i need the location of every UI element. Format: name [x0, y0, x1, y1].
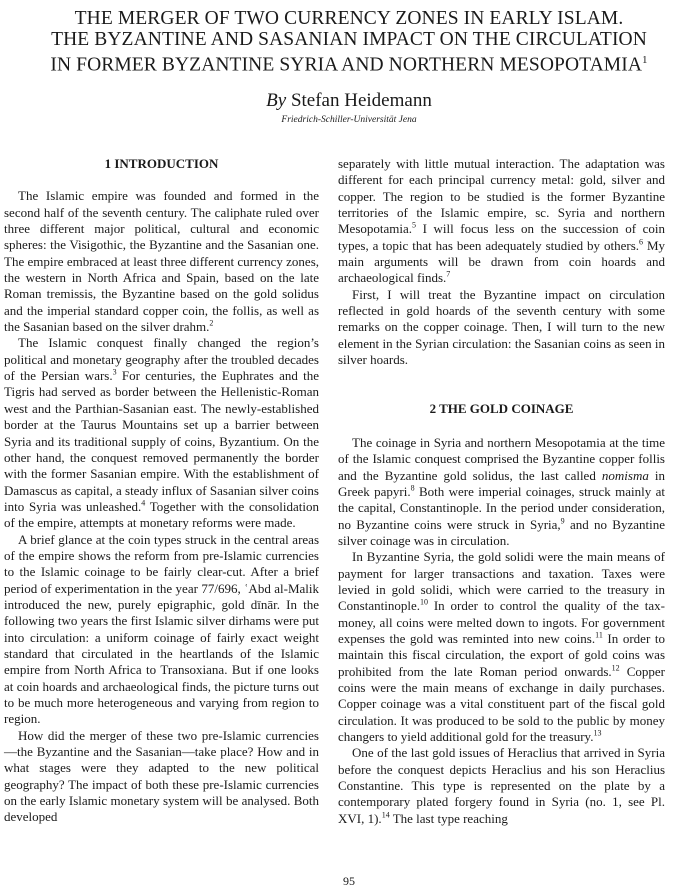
footnote-marker: 2: [209, 318, 214, 328]
footnote-marker: 10: [419, 597, 428, 607]
paragraph-text: Copper coins were the main means of exchange in daily purchases. Copper coinage was a vital constituent part of the fiscal gold circulation. It was produced to be sold to the public by money changers to yield additional gold for the treasury.: [338, 663, 665, 744]
paragraph: [338, 549, 665, 745]
paragraph-text: The coinage in Syria and northern Mesopotamia at the time of the Islamic conquest comprised the Byzantine copper follis and the Byzantine gold solidus, the last called: [338, 434, 665, 483]
paragraph: First, I will treat the Byzantine impact on circulation reflected in gold hoards of the seventh century with some remarks on the copper coinage. Then, I will turn to the new element in the Syrian circulation: the Sasanian coins as seen in silver hoards.: [338, 286, 665, 368]
paragraph-text: separately with little mutual interaction. The adaptation was different for each principal currency metal: gold, silver and copper. The region to be studied is the former Byzantine territories of the Islamic empire, sc. Syria and northern Mesopotamia.: [338, 156, 665, 237]
footnote-marker: 3: [112, 367, 117, 377]
left-column: [4, 156, 319, 826]
footnote-marker: 11: [595, 630, 603, 640]
footnote-marker: 4: [141, 498, 146, 508]
paragraph-text: In order to maintain this fiscal circulation, the export of gold coins was prohibited from the late Roman period onwards.: [338, 630, 665, 679]
paragraph-text: in Greek papyri.: [338, 467, 665, 499]
paragraph: How did the merger of these two pre-Islamic currencies—the Byzantine and the Sasanian—take place? How and in what stages were they adapted to the new political geography? The impact of both these pre-Islamic currencies on the early Islamic monetary system will be analysed. Both developed: [4, 727, 319, 825]
paragraph-text: I will focus less on the succession of coin types, a topic that has been adequately studied by others.: [338, 221, 665, 253]
footnote-marker: 13: [593, 728, 602, 738]
right-column: [338, 156, 665, 827]
paragraph: A brief glance at the coin types struck in the central areas of the empire shows the reform from pre-Islamic currencies to the Islamic coinage to be fairly clear-cut. After a brief period of experimentation in the year 77/696, ʿAbd al-Malik introduced the new, purely epigraphic, gold dīnār. In the following two years the first Islamic silver dirhams were put into circulation: a uniform coinage of fairly exact weight standard that circulated in the heartlands of the Islamic empire from North Africa to Transoxiana. But if one looks at coin hoards and archaeological finds, the picture turns out to be much more heterogeneous and varying from region to region.: [4, 531, 319, 727]
footnote-marker: 12: [611, 663, 620, 673]
paragraph-text: and no Byzantine silver coinage was in circulation.: [338, 516, 665, 548]
footnote-marker: 6: [639, 237, 644, 247]
paragraph-text: My main arguments will be drawn from coin hoards and archaeological finds.: [338, 237, 665, 286]
paragraph-text: In order to control the quality of the tax-money, all coins were melted down to ingots. For government expenses the gold was reminted into new coins.: [338, 598, 665, 646]
author-name: Stefan Heidemann: [290, 90, 432, 111]
page-number: 95: [343, 874, 355, 888]
title-line-3-text: IN FORMER BYZANTINE SYRIA AND NORTHERN MESOPOTAMIA: [50, 54, 643, 76]
footnote-marker: 14: [381, 810, 390, 820]
title-footnote-marker: 1: [642, 54, 648, 66]
paragraph: [338, 156, 665, 287]
paragraph: [4, 335, 319, 531]
paragraph: [4, 188, 319, 335]
section-heading-gold-coinage: 2 THE GOLD COINAGE: [429, 401, 574, 417]
paragraph: [338, 435, 665, 549]
paragraph: [338, 745, 665, 827]
paragraph-text: Both were imperial coinages, struck mainly at the capital, Constantinople. In the period under consideration, no Byzantine coins were struck in Syria,: [338, 483, 665, 532]
paragraph-text: In Byzantine Syria, the gold solidi were the main means of payment for larger transactions and taxation. Taxes were levied in gold solidi, which were carried to the treasury in Constantinople.: [338, 549, 665, 614]
article-title: [10, 9, 688, 76]
italic-term: nomisma: [601, 467, 649, 483]
paragraph-text: One of the last gold issues of Heraclius that arrived in Syria before the conquest depicts Heraclius and his son Heraclius Constantine. This type is represented on the plate by a contemporary plated forgery found in Syria (no. 1, see Pl. XVI, 1).: [338, 745, 665, 826]
title-line-1: THE MERGER OF TWO CURRENCY ZONES IN EARLY ISLAM.: [74, 8, 624, 29]
byline: [0, 90, 698, 112]
title-line-2: THE BYZANTINE AND SASANIAN IMPACT ON THE CIRCULATION: [51, 28, 647, 50]
paragraph-text: For centuries, the Euphrates and the Tigris had served as border between the Hellenistic-Roman west and the Parthian-Sasanian east. The newly-established border at the Taurus Mountains set up a barrier between Syria and its traditional supply of coins, Byzantium. On the other hand, the conquest removed permanently the border with the former Sasanian empire. With the establishment of Damascus as capital, a steady influx of Sasanian silver coins into Syria was unleashed.: [4, 368, 320, 514]
section-heading-introduction: 1 INTRODUCTION: [104, 156, 219, 171]
byline-prefix: By: [266, 90, 287, 111]
footnote-marker: 8: [410, 483, 415, 493]
footnote-marker: 7: [446, 270, 451, 280]
footnote-marker: 9: [560, 516, 565, 526]
paragraph-text: The last type reaching: [389, 810, 508, 826]
title-line-3: [10, 50, 688, 76]
footnote-marker: 5: [412, 221, 417, 231]
paragraph-text: The Islamic empire was founded and formed in the second half of the seventh century. The caliphate ruled over three different major political, cultural and economic spheres: the Visigothic, the Byzantine and the Sasanian one. The empire embraced at least three different currency zones, the western in North Africa and Spain, based on the late Roman tremissis, the Byzantine based on the gold solidus and the imperial standard copper coin, the follis, as well as the Sasanian based on the silver drahm.: [4, 188, 319, 335]
paragraph-text: Together with the consolidation of the empire, attempts at monetary reforms were made.: [4, 498, 319, 531]
paragraph-text: The Islamic conquest finally changed the region’s political and monetary geography after the troubled decades of the Persian wars.: [4, 335, 319, 384]
author-affiliation: Friedrich-Schiller-Universität Jena: [281, 115, 417, 125]
